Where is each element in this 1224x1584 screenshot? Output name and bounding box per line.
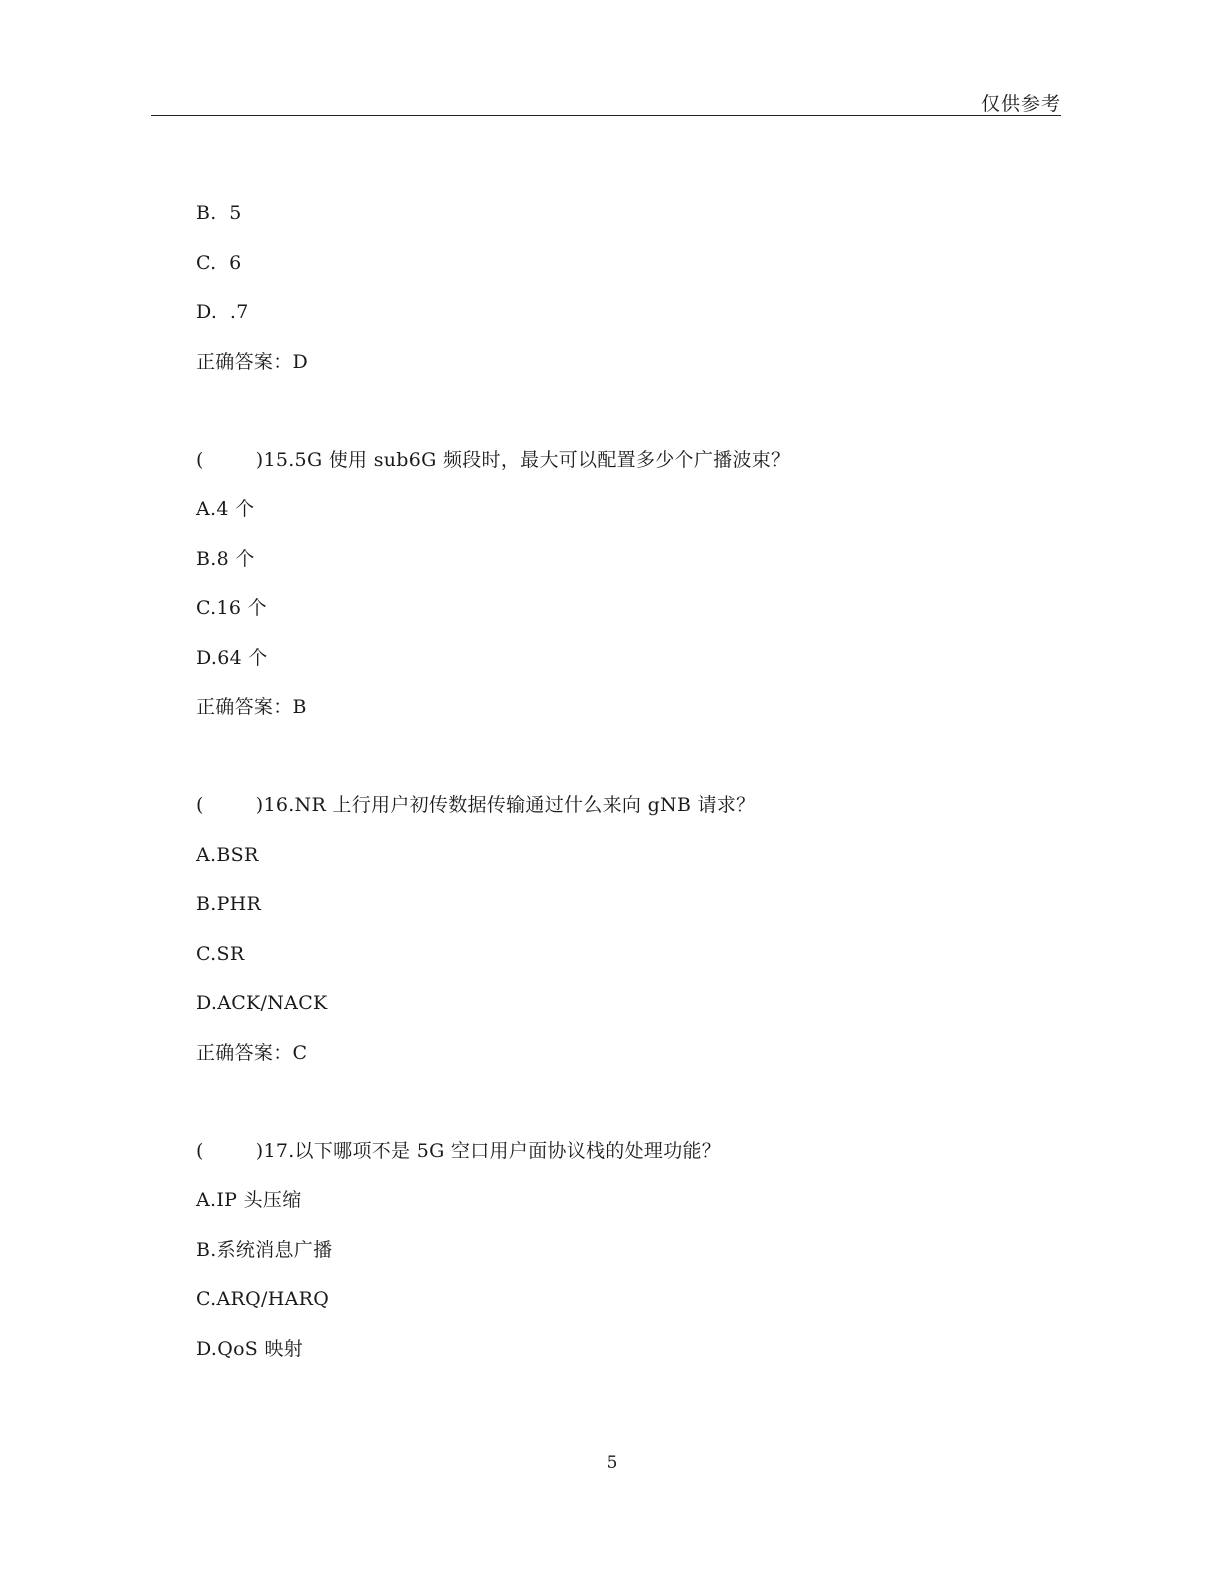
header-note: 仅供参考	[980, 93, 1061, 115]
option-line: C.ARQ/HARQ	[196, 1288, 330, 1310]
option-line: B.PHR	[196, 893, 262, 915]
option-line: D.QoS 映射	[196, 1337, 304, 1360]
answer-paren-close: )	[255, 1139, 264, 1162]
option-line: A.IP 头压缩	[196, 1189, 302, 1211]
option-line: B.8 个	[196, 547, 255, 570]
option-line: B. 5	[196, 202, 242, 224]
answer-line: 正确答案：D	[196, 350, 309, 373]
option-line: C.16 个	[196, 597, 267, 619]
question-text: 17.以下哪项不是 5G 空口用户面协议栈的处理功能？	[263, 1139, 722, 1162]
answer-paren-open: (	[196, 794, 204, 816]
option-line: D.64 个	[196, 646, 268, 669]
answer-paren-close: )	[255, 448, 264, 471]
answer-paren-open: (	[196, 448, 204, 471]
option-line: D.ACK/NACK	[196, 992, 328, 1014]
answer-paren-close: )	[255, 794, 264, 816]
option-line: B.系统消息广播	[196, 1238, 333, 1261]
answer-line: 正确答案：B	[196, 696, 307, 718]
question-text: 16.NR 上行用户初传数据传输通过什么来向 gNB 请求？	[263, 794, 756, 816]
option-line: C. 6	[196, 251, 242, 274]
header-rule	[151, 115, 1061, 116]
answer-paren-open: (	[196, 1139, 204, 1162]
answer-line: 正确答案：C	[196, 1041, 308, 1064]
question-17	[196, 1139, 1056, 1163]
page-number: 5	[606, 1453, 618, 1473]
option-line: A.4 个	[196, 498, 255, 520]
option-line: A.BSR	[196, 843, 259, 866]
question-15	[196, 448, 1056, 472]
option-line: C.SR	[196, 942, 245, 965]
option-line: D. .7	[196, 301, 249, 323]
question-16	[196, 793, 1056, 817]
question-text: 15.5G 使用 sub6G 频段时，最大可以配置多少个广播波束？	[263, 448, 791, 471]
page-content	[196, 201, 1056, 1386]
